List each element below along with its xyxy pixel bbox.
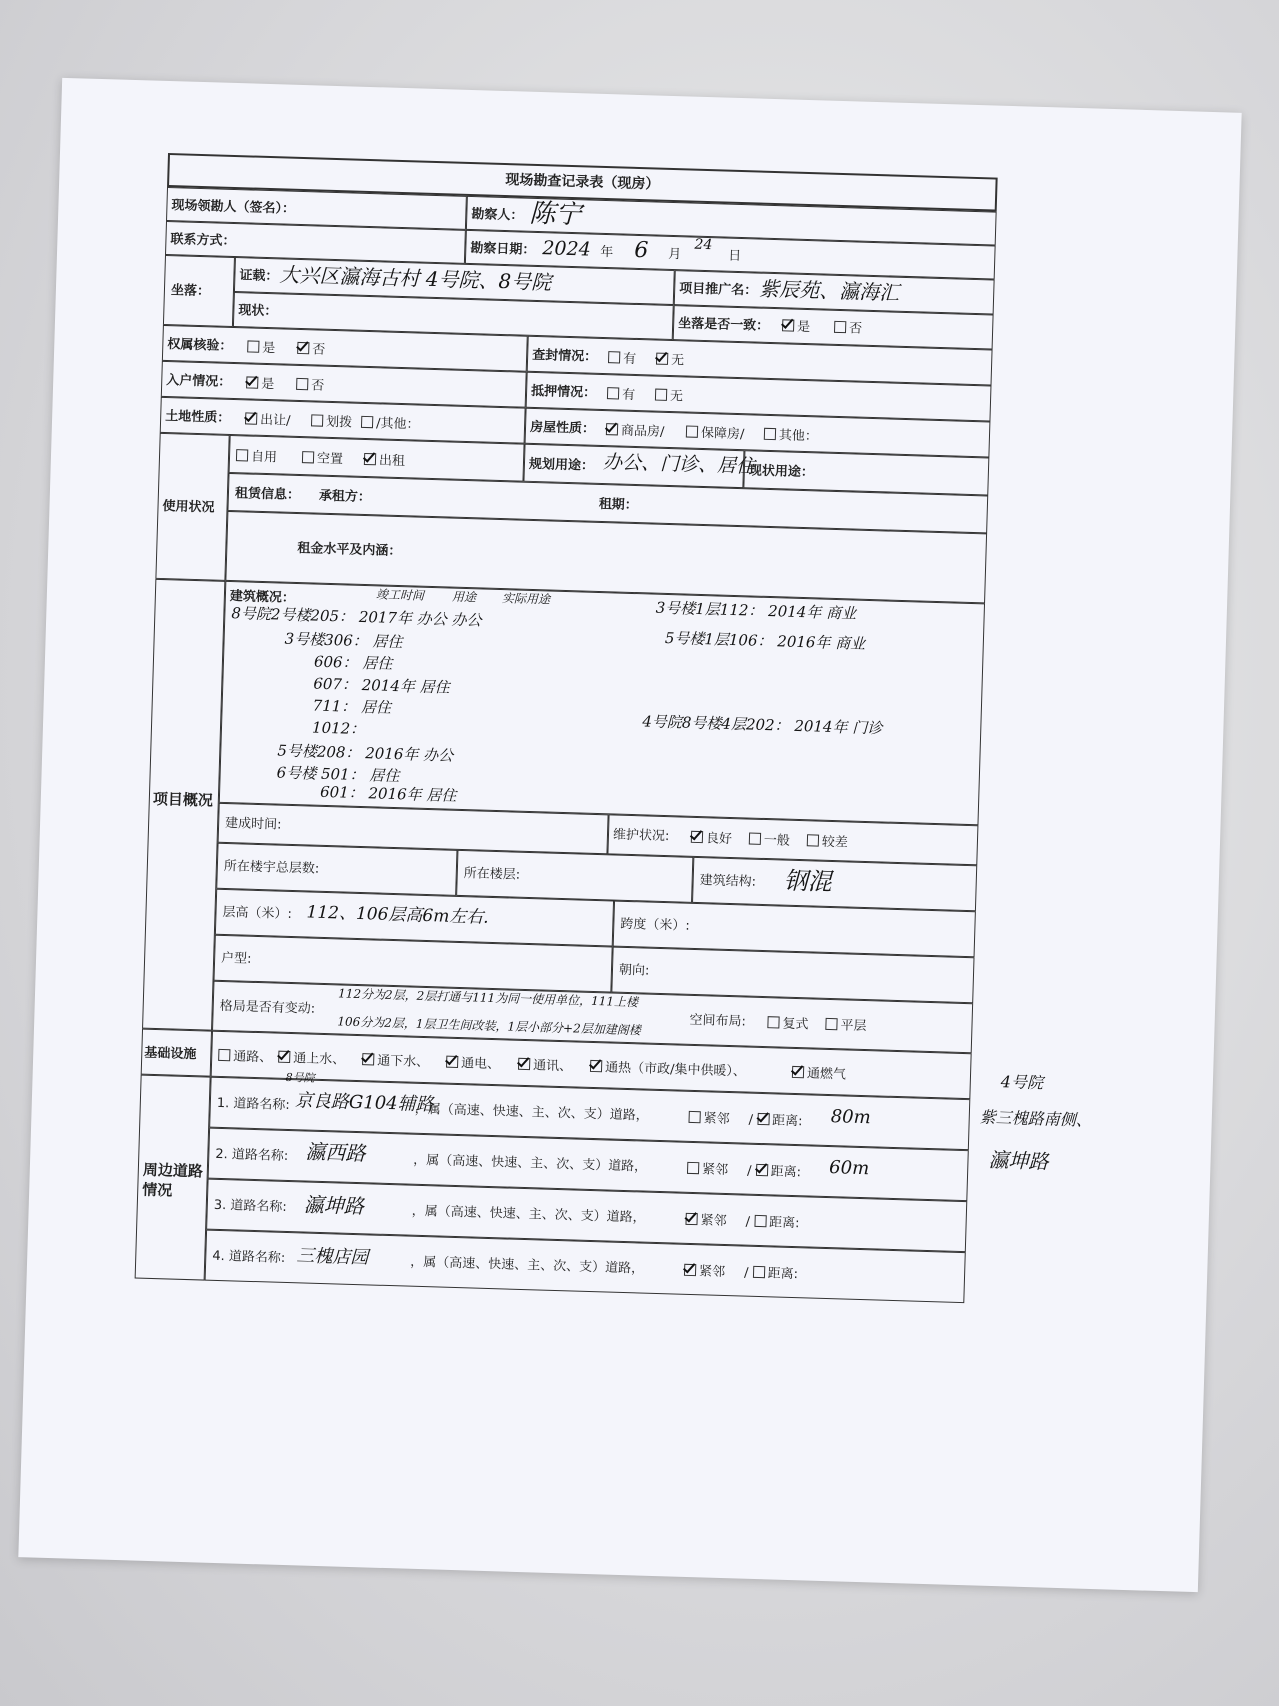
road-label: 周边道路情况 (141, 1160, 204, 1200)
road-4-distance-checkbox[interactable] (752, 1266, 764, 1278)
layout-note-1: 112分为2层，2层打通与111为同一使用单位，111上楼 (337, 986, 639, 1010)
space-duplex: 复式 (782, 1016, 809, 1033)
mortgage-label: 抵押情况： (530, 383, 597, 401)
building-line: 8号院2号楼205： 2017年 办公 办公 (231, 604, 482, 630)
road-3-adjacent-checkbox[interactable] (685, 1213, 697, 1225)
date-day: 24 (694, 236, 713, 254)
ownership-no-checkbox[interactable] (297, 342, 309, 354)
guide-label: 现场领勘人（签名）： (171, 198, 296, 217)
land-label: 土地性质： (164, 409, 231, 426)
tenant-label: 承租方： (318, 488, 372, 506)
surveyor-signature: 陈宁 (528, 198, 582, 231)
building-line: 711： 居住 (312, 696, 392, 717)
mortgage-have-label: 有 (621, 387, 636, 403)
form-title: 现场勘查记录表（现房） (167, 153, 998, 212)
project-label: 项目概况 (152, 789, 214, 810)
date-month: 6 (633, 237, 649, 264)
match-no-label: 否 (848, 321, 863, 337)
road-head (135, 1075, 211, 1281)
entry-no-checkbox[interactable] (296, 378, 308, 390)
contact-label: 联系方式： (170, 232, 236, 250)
infra-gas-checkbox[interactable] (792, 1066, 804, 1078)
road-2-name: 瀛西路 (305, 1139, 366, 1166)
building-cell (219, 581, 985, 825)
date-year: 2024 (542, 237, 592, 261)
match-yes-label: 是 (796, 319, 811, 336)
seal-label: 查封情况： (531, 347, 598, 365)
house-opt-other: 其他： (778, 428, 819, 445)
structure-label: 建筑结构: (699, 873, 757, 890)
mortgage-have-checkbox[interactable] (607, 387, 619, 399)
layout-label: 格局是否有变动: (219, 998, 316, 1017)
survey-form-sheet (18, 78, 1241, 1592)
lease-label: 租赁信息： (234, 486, 301, 504)
land-opt-other: /其他： (375, 416, 420, 433)
road-4-name: 三槐店园 (296, 1245, 369, 1269)
mortgage-none-label: 无 (669, 388, 684, 405)
promo-label: 项目推广名： (679, 281, 758, 299)
current-label: 现状： (238, 303, 278, 320)
orient-label: 朝向: (618, 962, 650, 979)
entry-yes-label: 是 (260, 376, 275, 393)
road-row: 1. 道路名称: 8号院 京良路G104辅路 ，属（高速、快速、主、次、支）道路， 紧邻 / 距离: 80m (209, 1077, 970, 1151)
building-line: 606： 居住 (313, 652, 393, 673)
floor-label: 所在楼层: (463, 866, 521, 883)
side-note: 4号院 (1000, 1072, 1044, 1093)
match-yes-checkbox[interactable] (782, 319, 794, 331)
infra-drain-checkbox[interactable] (362, 1053, 374, 1065)
infra-drain: 通下水、 (376, 1053, 430, 1071)
land-opt-allocate: 划拨 (325, 414, 353, 431)
road-4-adjacent-checkbox[interactable] (684, 1264, 696, 1276)
infra-water-checkbox[interactable] (278, 1051, 290, 1063)
space-label: 空间布局: (689, 1012, 747, 1030)
floors-label: 所在楼宇总层数: (223, 858, 320, 877)
plan-use-label: 规划用途： (528, 456, 595, 474)
actual-use-label: 现状用途： (748, 463, 815, 481)
infra-road-checkbox[interactable] (218, 1049, 230, 1061)
col-head-use: 用途 (451, 589, 477, 605)
road-1-name: 京良路G104辅路 (294, 1090, 434, 1116)
road-1-distance: 距离: (771, 1113, 803, 1130)
building-right-line: 4号院8号楼4层202： 2014年 门诊 (642, 712, 883, 738)
structure-cell (692, 857, 977, 911)
day-unit: 日 (727, 248, 742, 265)
seal-none-label: 无 (670, 353, 685, 369)
road-2-adjacent-checkbox[interactable] (687, 1162, 699, 1174)
road-2-adjacent: 紧邻 (701, 1162, 729, 1179)
date-label: 勘察日期： (470, 241, 536, 258)
plan-use-cell (523, 444, 756, 489)
house-opt-commercial: 商品房/ (620, 423, 665, 440)
month-unit: 月 (668, 246, 682, 263)
road-1-adjacent-checkbox[interactable] (688, 1111, 700, 1123)
built-time-label: 建成时间: (224, 815, 282, 833)
maint-normal-checkbox[interactable] (749, 833, 761, 845)
seal-have-checkbox[interactable] (608, 351, 620, 363)
road-4-distance: 距离: (767, 1266, 799, 1283)
use-opt-self: 自用 (250, 449, 278, 466)
usage-label: 使用状况 (162, 498, 215, 516)
location-head (163, 255, 235, 327)
road-3-type: ，属（高速、快速、主、次、支）道路， (411, 1203, 646, 1226)
use-opt-rent: 出租 (378, 453, 406, 470)
match-label: 坐落是否一致： (677, 316, 770, 334)
road-4-adjacent: 紧邻 (698, 1264, 726, 1281)
height-label: 层高（米）: (222, 904, 293, 923)
entry-yes-checkbox[interactable] (246, 376, 258, 388)
road-row: 3. 道路名称: 瀛坤路 ，属（高速、快速、主、次、支）道路， 紧邻 / 距离: (206, 1179, 967, 1253)
building-line: 601： 2016年 居住 (319, 782, 457, 805)
cert-address: 大兴区瀛海古村 4号院、8号院 (279, 262, 552, 295)
building-line: 5号楼208： 2016年 办公 (277, 741, 454, 765)
entry-label: 入户情况： (166, 373, 232, 390)
space-flat: 平层 (840, 1018, 867, 1035)
seal-have-label: 有 (622, 351, 637, 367)
height-value: 112、106层高6m左右. (306, 902, 490, 928)
road-2-distance-checkbox[interactable] (755, 1164, 767, 1176)
use-opt-vacant: 空置 (316, 451, 344, 468)
plan-use-value: 办公、门诊、居住 (602, 451, 756, 478)
house-other-checkbox[interactable] (764, 428, 776, 440)
road-2-type: ，属（高速、快速、主、次、支）道路， (413, 1152, 648, 1175)
cert-label: 证载： (239, 268, 279, 285)
rent-label: 租金水平及内涵： (297, 541, 402, 560)
type-label: 户型: (220, 950, 252, 967)
entry-no-label: 否 (310, 378, 325, 394)
side-note: 紫三槐路南侧、 (979, 1107, 1093, 1130)
space-duplex-checkbox[interactable] (767, 1016, 779, 1028)
ownership-label: 权属核验： (167, 337, 233, 354)
ownership-yes-label: 是 (262, 340, 276, 357)
infra-heating-checkbox[interactable] (590, 1060, 602, 1072)
land-allocate-checkbox[interactable] (311, 414, 323, 426)
layout-note-2: 106分为2层，1层卫生间改装，1层小部分+2层加建阁楼 (337, 1014, 641, 1038)
road-3-name: 瀛坤路 (303, 1192, 365, 1219)
building-line: 607： 2014年 居住 (313, 674, 450, 697)
maint-label: 维护状况: (612, 827, 670, 845)
maint-good: 良好 (705, 831, 733, 848)
match-no-checkbox[interactable] (834, 321, 846, 333)
road-1-adjacent: 紧邻 (703, 1111, 730, 1128)
road-3-distance-checkbox[interactable] (754, 1215, 766, 1227)
infra-gas: 通燃气 (806, 1066, 847, 1083)
road-3-adjacent: 紧邻 (700, 1213, 727, 1230)
road-2-label: 2. 道路名称: (215, 1146, 289, 1164)
location-label: 坐落： (170, 283, 211, 300)
infra-head (141, 1029, 212, 1077)
road-4-label: 4. 道路名称: (212, 1248, 286, 1266)
road-1-type: ，属（高速、快速、主、次、支）道路， (414, 1101, 649, 1124)
infra-telecom-checkbox[interactable] (518, 1058, 530, 1070)
infra-power: 通电、 (460, 1056, 501, 1073)
building-label: 建筑概况： (229, 589, 296, 606)
road-3-label: 3. 道路名称: (213, 1197, 287, 1215)
ownership-yes-checkbox[interactable] (247, 340, 259, 352)
promo-name: 紫辰苑、瀛海汇 (758, 276, 900, 305)
infra-power-checkbox[interactable] (446, 1056, 458, 1068)
road-2-dist-value: 60m (828, 1157, 870, 1180)
road-3-distance: 距离: (768, 1215, 800, 1232)
use-rent-checkbox[interactable] (364, 453, 376, 465)
ownership-no-label: 否 (312, 342, 326, 358)
road-row: 2. 道路名称: 瀛西路 ，属（高速、快速、主、次、支）道路， 紧邻 / 距离: 60m (208, 1128, 969, 1202)
maint-normal: 一般 (763, 832, 791, 849)
usage-head (155, 433, 229, 581)
road-2-distance: 距离: (770, 1164, 802, 1181)
mortgage-none-checkbox[interactable] (655, 389, 667, 401)
road-row: 4. 道路名称: 三槐店园 ，属（高速、快速、主、次、支）道路， 紧邻 / 距离: (205, 1230, 966, 1304)
structure-value: 钢混 (783, 866, 833, 896)
maint-poor: 较差 (821, 834, 849, 851)
house-commercial-checkbox[interactable] (606, 423, 618, 435)
infra-telecom: 通讯、 (532, 1058, 573, 1075)
land-other-checkbox[interactable] (361, 416, 373, 428)
side-note: 瀛坤路 (988, 1147, 1049, 1174)
floor-cell (456, 850, 693, 903)
house-label: 房屋性质： (529, 419, 596, 437)
surveyor-label: 勘察人： (471, 207, 524, 224)
maint-good-checkbox[interactable] (691, 831, 703, 843)
building-right-line: 5号楼1层106： 2016年 商业 (664, 628, 866, 653)
infra-heating: 通热（市政/集中供暖）、 (604, 1060, 747, 1080)
seal-none-checkbox[interactable] (656, 353, 668, 365)
floors-cell (216, 843, 457, 896)
use-vacant-checkbox[interactable] (302, 451, 314, 463)
building-line: 6号楼 501： 居住 (276, 763, 400, 786)
year-unit: 年 (600, 244, 614, 261)
col-head-year: 竣工时间 (375, 587, 425, 603)
building-line: 1012： (311, 718, 366, 739)
road-1-label: 1. 道路名称: (216, 1095, 290, 1114)
road-4-type: ，属（高速、快速、主、次、支）道路， (410, 1254, 645, 1277)
use-self-checkbox[interactable] (236, 449, 248, 461)
project-head (142, 579, 225, 1031)
road-1-distance-checkbox[interactable] (757, 1113, 769, 1125)
building-line: 3号楼306： 居住 (284, 629, 403, 652)
span-label: 跨度（米）: (620, 916, 690, 934)
infra-label: 基础设施 (144, 1045, 197, 1063)
house-opt-affordable: 保障房/ (700, 425, 745, 443)
road-1-note: 8号院 (285, 1070, 315, 1085)
infra-road: 通路、 (233, 1049, 273, 1066)
space-flat-checkbox[interactable] (825, 1018, 837, 1030)
land-opt-transfer: 出让/ (259, 412, 291, 429)
building-right-line: 3号楼1层112： 2014年 商业 (655, 598, 857, 623)
land-transfer-checkbox[interactable] (245, 412, 257, 424)
maint-poor-checkbox[interactable] (807, 834, 819, 846)
survey-table (141, 153, 1093, 1283)
house-affordable-checkbox[interactable] (686, 425, 698, 437)
lease-term-label: 租期： (598, 496, 639, 514)
infra-water: 通上水、 (292, 1051, 346, 1068)
col-head-actual: 实际用途 (501, 591, 551, 607)
road-1-dist-value: 80m (830, 1106, 872, 1129)
